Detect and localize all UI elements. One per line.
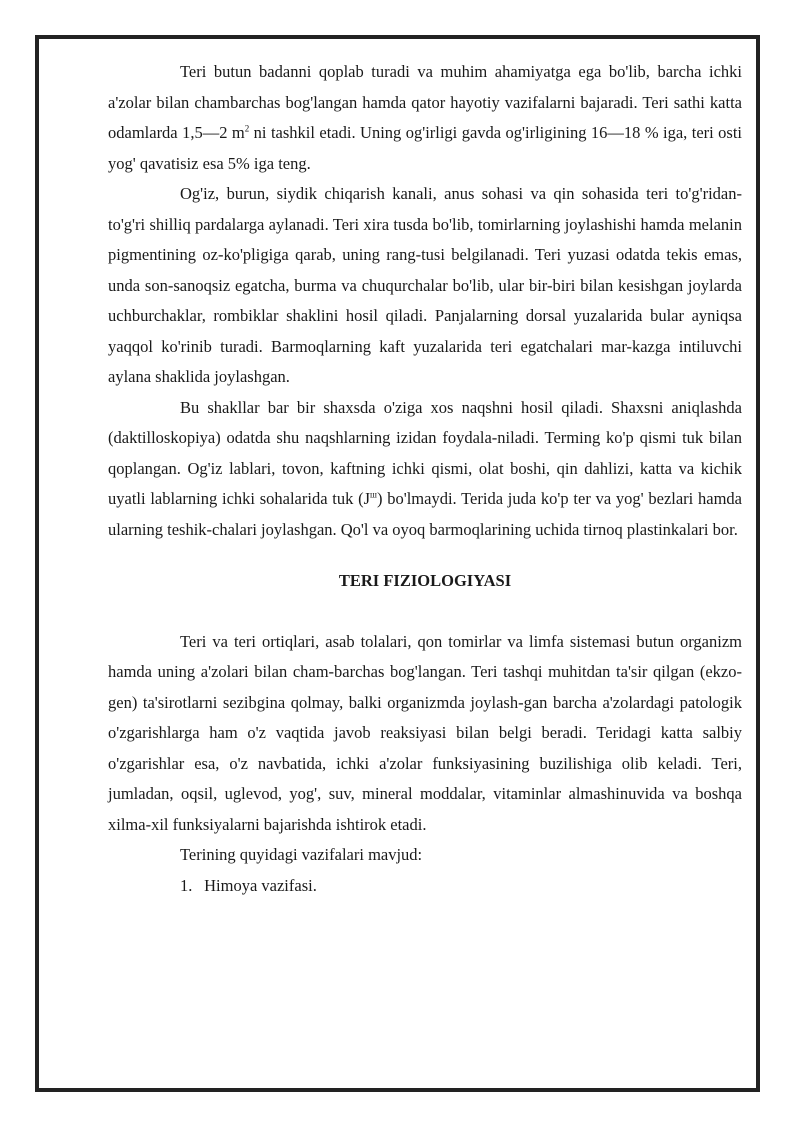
superscript-note: ш [370, 489, 377, 500]
paragraph-skin-overview [108, 57, 742, 179]
list-item-text: Himoya vazifasi. [204, 875, 317, 895]
paragraph-text: Bu shakllar bar bir shaxsda o'ziga xos naqshni hosil qiladi. Shaxsni aniqlashda (daktilloskopiya) odatda shu naqshlarning izidan foydala-niladi. Terming ko'p qismi tuk bilan qoplangan. Og'iz lablari, tovon, kaftning ichki qismi, olat boshi, qin dahlizi, katta va kichik uyatli lablarning ichki sohalarida tuk (J [108, 397, 742, 508]
document-body [108, 57, 742, 901]
list-item-number: 1. [180, 875, 193, 895]
paragraph-skin-patterns [108, 393, 742, 546]
paragraph-text: ) bo'lmaydi. Terida juda ko'p ter va yog' bezlari hamda ularning teshik-chalari joylashgan. Qo'l va oyoq barmoqlarining uchida tirnoq plastinkalari bor. [108, 489, 742, 539]
list-item [108, 871, 742, 902]
paragraph-skin-surface: Og'iz, burun, siydik chiqarish kanali, anus sohasi va qin sohasida teri to'g'ridan-to'g'ri shilliq pardalarga aylanadi. Teri xira tusda bo'lib, tomirlarning joylashishi hamda melanin pigmentining oz-ko'pligiga qarab, uning rang-tusi belgilanadi. Teri yuzasi odatda tekis emas, unda son-sanoqsiz egatcha, burma va chuqurchalar bo'lib, ular bir-biri bilan kesishgan joylarda uchburchaklar, rombiklar shaklini hosil qiladi. Panjalarning dorsal yuzalarida bular ayniqsa yaqqol ko'rinib turadi. Barmoqlarning kaft yuzalarida teri egatchalari mar-kazga intiluvchi aylana shaklida joylashgan. [108, 184, 742, 386]
paragraph-functions-intro: Terining quyidagi vazifalari mavjud: [180, 845, 423, 864]
section-heading: TERI FIZIOLOGIYASI [338, 571, 512, 590]
paragraph-text: Teri butun badanni qoplab turadi va muhim ahamiyatga ega bo'lib, barcha ichki a'zolar bilan chambarchas bog'langan hamda qator hayotiy vazifalarni bajaradi. Teri sathi katta odamlarda 1,5—2 m [108, 62, 742, 142]
paragraph-text: ni tashkil etadi. Uning og'irligi gavda og'irligining 16—18 % iga, teri osti yog' qavatisiz esa 5% iga teng. [108, 123, 743, 173]
paragraph-skin-physiology: Teri va teri ortiqlari, asab tolalari, qon tomirlar va limfa sistemasi butun organizm hamda uning a'zolari bilan cham-barchas bog'langan. Teri tashqi muhitdan ta'sir qilgan (ekzo-gen) ta'sirotlarni sezibgina qolmay, balki organizmda joylash-gan barcha a'zolardagi patologik o'zgarishlarga ham o'z vaqtida javob reaksiyasi bilan belgi beradi. Teridagi katta salbiy o'zgarishlar esa, o'z navbatida, ichki a'zolar funksiyasining buzilishiga olib keladi. Teri, jumladan, oqsil, uglevod, yog', suv, mineral moddalar, vitaminlar almashinuvida va boshqa xilma-xil funksiyalarni bajarishda ishtirok etadi. [108, 631, 742, 834]
superscript-square: 2 [244, 123, 250, 134]
